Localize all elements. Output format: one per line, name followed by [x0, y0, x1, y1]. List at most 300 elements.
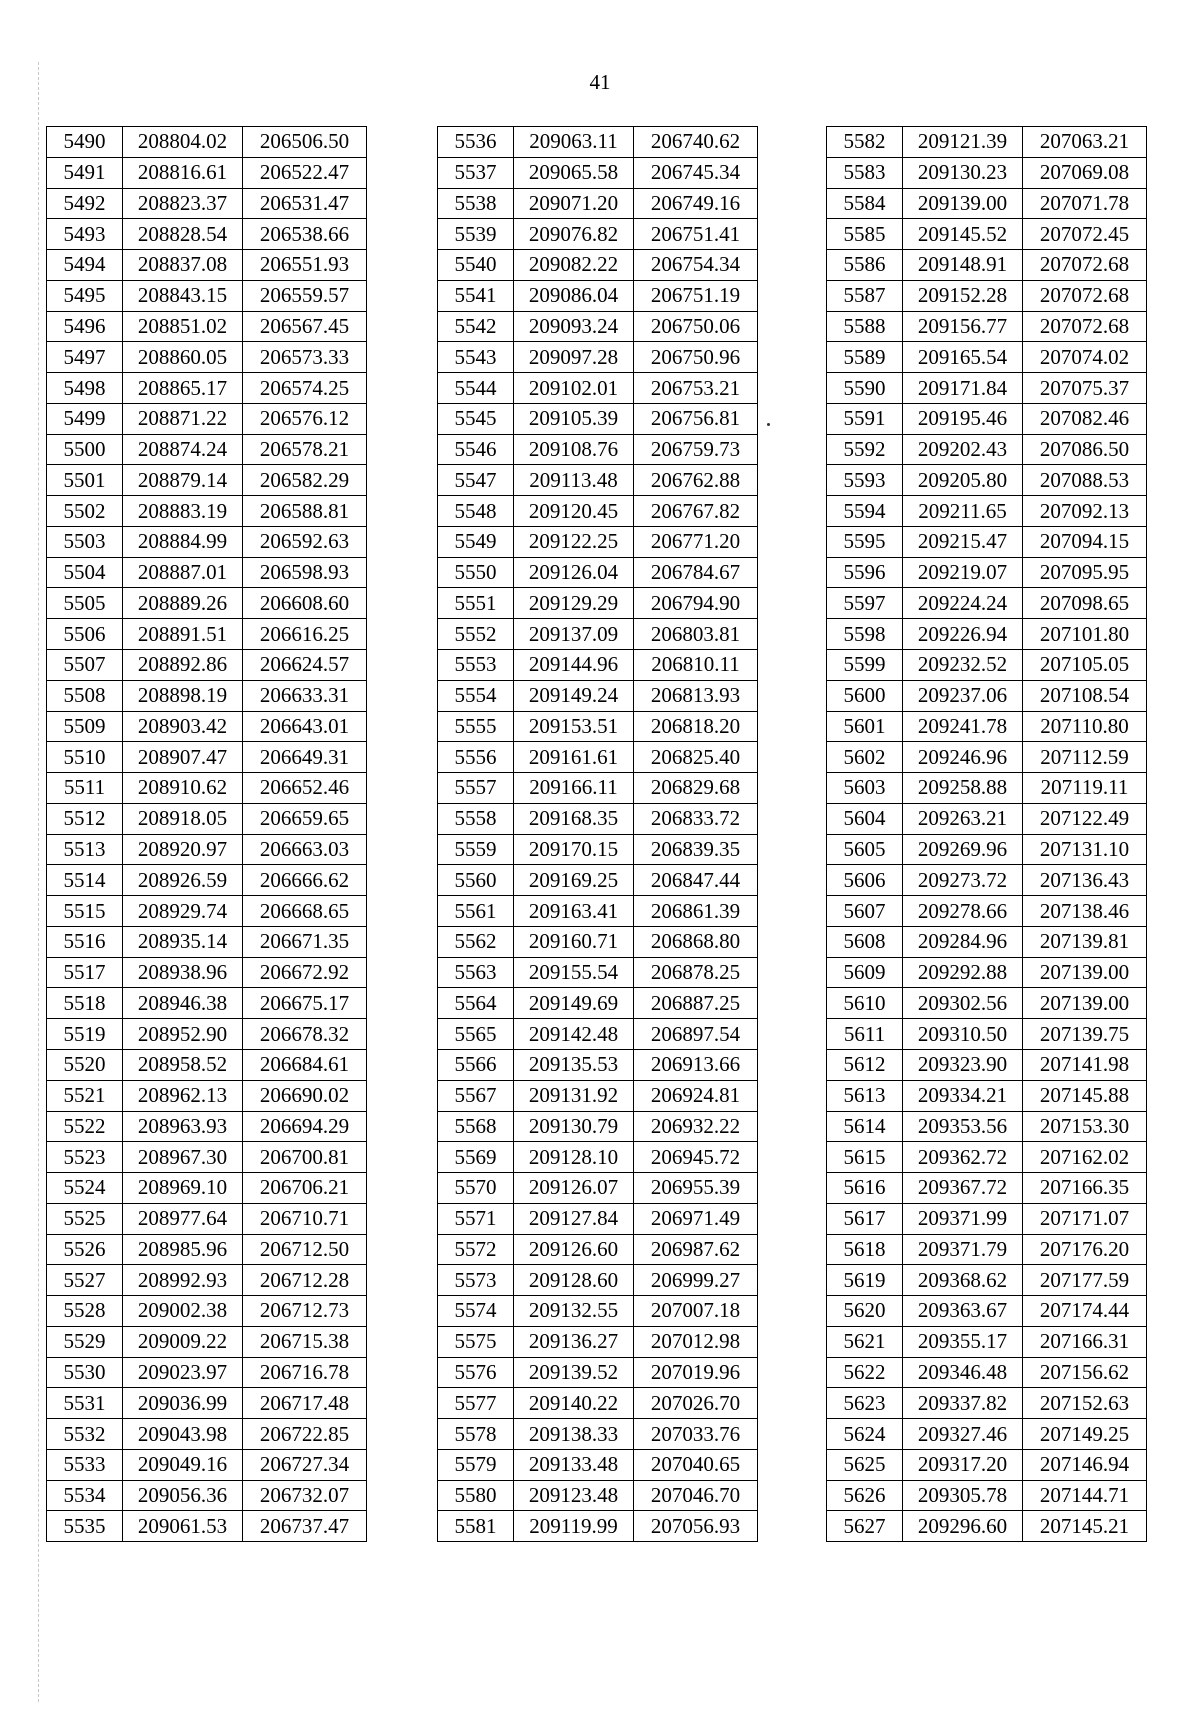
table-row: [827, 619, 1147, 650]
y-coordinate-cell: 207082.46: [1023, 403, 1147, 434]
table-row: [827, 1296, 1147, 1327]
table-row: [47, 188, 367, 219]
y-coordinate-cell: 206582.29: [243, 465, 367, 496]
point-id-cell: 5580: [438, 1480, 514, 1511]
x-coordinate-cell: 209241.78: [903, 711, 1023, 742]
x-coordinate-cell: 209023.97: [123, 1357, 243, 1388]
y-coordinate-cell: 206722.85: [243, 1419, 367, 1450]
table-row: [47, 650, 367, 681]
x-coordinate-cell: 208823.37: [123, 188, 243, 219]
point-id-cell: 5538: [438, 188, 514, 219]
table-row: [827, 896, 1147, 927]
table-row: [438, 1142, 758, 1173]
table-row: [438, 957, 758, 988]
x-coordinate-cell: 209305.78: [903, 1480, 1023, 1511]
x-coordinate-cell: 208891.51: [123, 619, 243, 650]
x-coordinate-cell: 209246.96: [903, 742, 1023, 773]
point-id-cell: 5586: [827, 250, 903, 281]
y-coordinate-cell: 206751.19: [634, 280, 758, 311]
x-coordinate-cell: 208816.61: [123, 157, 243, 188]
table-row: [438, 619, 758, 650]
point-id-cell: 5571: [438, 1203, 514, 1234]
table-row: [827, 988, 1147, 1019]
y-coordinate-cell: 206971.49: [634, 1203, 758, 1234]
y-coordinate-cell: 207072.45: [1023, 219, 1147, 250]
y-coordinate-cell: 207019.96: [634, 1357, 758, 1388]
point-id-cell: 5558: [438, 803, 514, 834]
table-row: [827, 1080, 1147, 1111]
y-coordinate-cell: 206754.34: [634, 250, 758, 281]
point-id-cell: 5556: [438, 742, 514, 773]
x-coordinate-cell: 208843.15: [123, 280, 243, 311]
y-coordinate-cell: 206767.82: [634, 496, 758, 527]
y-coordinate-cell: 206672.92: [243, 957, 367, 988]
point-id-cell: 5531: [47, 1388, 123, 1419]
point-id-cell: 5497: [47, 342, 123, 373]
point-id-cell: 5594: [827, 496, 903, 527]
y-coordinate-cell: 207026.70: [634, 1388, 758, 1419]
table-row: [47, 157, 367, 188]
y-coordinate-cell: 206756.81: [634, 403, 758, 434]
x-coordinate-cell: 209120.45: [514, 496, 634, 527]
point-id-cell: 5576: [438, 1357, 514, 1388]
y-coordinate-cell: 207141.98: [1023, 1049, 1147, 1080]
point-id-cell: 5565: [438, 1019, 514, 1050]
table-row: [438, 434, 758, 465]
y-coordinate-cell: 206678.32: [243, 1019, 367, 1050]
y-coordinate-cell: 207040.65: [634, 1449, 758, 1480]
point-id-cell: 5502: [47, 496, 123, 527]
table-row: [47, 680, 367, 711]
table-row: [47, 1080, 367, 1111]
x-coordinate-cell: 209153.51: [514, 711, 634, 742]
point-id-cell: 5493: [47, 219, 123, 250]
point-id-cell: 5601: [827, 711, 903, 742]
x-coordinate-cell: 209119.99: [514, 1511, 634, 1542]
point-id-cell: 5575: [438, 1326, 514, 1357]
x-coordinate-cell: 209317.20: [903, 1449, 1023, 1480]
table-row: [47, 1296, 367, 1327]
x-coordinate-cell: 209086.04: [514, 280, 634, 311]
point-id-cell: 5621: [827, 1326, 903, 1357]
table-row: [47, 1511, 367, 1542]
point-id-cell: 5595: [827, 526, 903, 557]
y-coordinate-cell: 206684.61: [243, 1049, 367, 1080]
x-coordinate-cell: 209211.65: [903, 496, 1023, 527]
y-coordinate-cell: 206668.65: [243, 896, 367, 927]
table-row: [438, 280, 758, 311]
point-id-cell: 5560: [438, 865, 514, 896]
table-row: [438, 557, 758, 588]
x-coordinate-cell: 209367.72: [903, 1173, 1023, 1204]
y-coordinate-cell: 206759.73: [634, 434, 758, 465]
table-row: [47, 988, 367, 1019]
y-coordinate-cell: 206659.65: [243, 803, 367, 834]
y-coordinate-cell: 207139.81: [1023, 926, 1147, 957]
table-row: [827, 373, 1147, 404]
x-coordinate-cell: 209152.28: [903, 280, 1023, 311]
point-id-cell: 5530: [47, 1357, 123, 1388]
y-coordinate-cell: 206506.50: [243, 127, 367, 158]
y-coordinate-cell: 206716.78: [243, 1357, 367, 1388]
point-id-cell: 5539: [438, 219, 514, 250]
point-id-cell: 5598: [827, 619, 903, 650]
point-id-cell: 5506: [47, 619, 123, 650]
x-coordinate-cell: 209056.36: [123, 1480, 243, 1511]
point-id-cell: 5515: [47, 896, 123, 927]
x-coordinate-cell: 209334.21: [903, 1080, 1023, 1111]
point-id-cell: 5566: [438, 1049, 514, 1080]
table-row: [438, 1480, 758, 1511]
x-coordinate-cell: 209237.06: [903, 680, 1023, 711]
table-row: [47, 957, 367, 988]
point-id-cell: 5496: [47, 311, 123, 342]
table-row: [47, 403, 367, 434]
table-row: [47, 526, 367, 557]
x-coordinate-cell: 209219.07: [903, 557, 1023, 588]
y-coordinate-cell: 207136.43: [1023, 865, 1147, 896]
y-coordinate-cell: 206576.12: [243, 403, 367, 434]
point-id-cell: 5624: [827, 1419, 903, 1450]
y-coordinate-cell: 206750.96: [634, 342, 758, 373]
point-id-cell: 5625: [827, 1449, 903, 1480]
point-id-cell: 5546: [438, 434, 514, 465]
table-row: [47, 619, 367, 650]
point-id-cell: 5592: [827, 434, 903, 465]
table-row: [47, 465, 367, 496]
table-row: [827, 1326, 1147, 1357]
y-coordinate-cell: 207139.00: [1023, 988, 1147, 1019]
x-coordinate-cell: 209327.46: [903, 1419, 1023, 1450]
table-row: [827, 1265, 1147, 1296]
y-coordinate-cell: 206538.66: [243, 219, 367, 250]
y-coordinate-cell: 206727.34: [243, 1449, 367, 1480]
y-coordinate-cell: 206633.31: [243, 680, 367, 711]
x-coordinate-cell: 209135.53: [514, 1049, 634, 1080]
table-row: [47, 1019, 367, 1050]
table-row: [438, 219, 758, 250]
y-coordinate-cell: 206712.50: [243, 1234, 367, 1265]
table-row: [438, 711, 758, 742]
x-coordinate-cell: 209137.09: [514, 619, 634, 650]
table-row: [47, 1480, 367, 1511]
x-coordinate-cell: 209156.77: [903, 311, 1023, 342]
y-coordinate-cell: 206753.21: [634, 373, 758, 404]
x-coordinate-cell: 208851.02: [123, 311, 243, 342]
x-coordinate-cell: 209063.11: [514, 127, 634, 158]
table-row: [47, 250, 367, 281]
x-coordinate-cell: 209166.11: [514, 773, 634, 804]
table-row: [47, 1357, 367, 1388]
table-row: [827, 1142, 1147, 1173]
y-coordinate-cell: 206712.28: [243, 1265, 367, 1296]
x-coordinate-cell: 209148.91: [903, 250, 1023, 281]
y-coordinate-cell: 206987.62: [634, 1234, 758, 1265]
point-id-cell: 5537: [438, 157, 514, 188]
x-coordinate-cell: 209097.28: [514, 342, 634, 373]
x-coordinate-cell: 209263.21: [903, 803, 1023, 834]
table-row: [47, 1173, 367, 1204]
table-row: [827, 1357, 1147, 1388]
x-coordinate-cell: 208938.96: [123, 957, 243, 988]
y-coordinate-cell: 206999.27: [634, 1265, 758, 1296]
y-coordinate-cell: 207046.70: [634, 1480, 758, 1511]
point-id-cell: 5567: [438, 1080, 514, 1111]
x-coordinate-cell: 209121.39: [903, 127, 1023, 158]
point-id-cell: 5602: [827, 742, 903, 773]
x-coordinate-cell: 209284.96: [903, 926, 1023, 957]
table-row: [47, 1419, 367, 1450]
y-coordinate-cell: 206751.41: [634, 219, 758, 250]
y-coordinate-cell: 206771.20: [634, 526, 758, 557]
table-row: [47, 926, 367, 957]
table-row: [47, 1203, 367, 1234]
x-coordinate-cell: 208958.52: [123, 1049, 243, 1080]
x-coordinate-cell: 209362.72: [903, 1142, 1023, 1173]
point-id-cell: 5557: [438, 773, 514, 804]
x-coordinate-cell: 209224.24: [903, 588, 1023, 619]
table-row: [438, 680, 758, 711]
x-coordinate-cell: 208992.93: [123, 1265, 243, 1296]
x-coordinate-cell: 208952.90: [123, 1019, 243, 1050]
table-row: [438, 865, 758, 896]
table-row: [827, 1111, 1147, 1142]
point-id-cell: 5491: [47, 157, 123, 188]
table-row: [438, 1203, 758, 1234]
x-coordinate-cell: 209129.29: [514, 588, 634, 619]
table-row: [47, 1265, 367, 1296]
point-id-cell: 5555: [438, 711, 514, 742]
table-row: [47, 1049, 367, 1080]
point-id-cell: 5507: [47, 650, 123, 681]
y-coordinate-cell: 206598.93: [243, 557, 367, 588]
x-coordinate-cell: 209371.99: [903, 1203, 1023, 1234]
y-coordinate-cell: 206813.93: [634, 680, 758, 711]
x-coordinate-cell: 208918.05: [123, 803, 243, 834]
table-row: [438, 373, 758, 404]
x-coordinate-cell: 209323.90: [903, 1049, 1023, 1080]
y-coordinate-cell: 206574.25: [243, 373, 367, 404]
x-coordinate-cell: 208804.02: [123, 127, 243, 158]
table-row: [438, 526, 758, 557]
y-coordinate-cell: 207098.65: [1023, 588, 1147, 619]
point-id-cell: 5500: [47, 434, 123, 465]
y-coordinate-cell: 206608.60: [243, 588, 367, 619]
x-coordinate-cell: 208865.17: [123, 373, 243, 404]
table-row: [438, 250, 758, 281]
y-coordinate-cell: 207108.54: [1023, 680, 1147, 711]
y-coordinate-cell: 206531.47: [243, 188, 367, 219]
point-id-cell: 5554: [438, 680, 514, 711]
point-id-cell: 5524: [47, 1173, 123, 1204]
y-coordinate-cell: 207177.59: [1023, 1265, 1147, 1296]
x-coordinate-cell: 209071.20: [514, 188, 634, 219]
y-coordinate-cell: 207071.78: [1023, 188, 1147, 219]
point-id-cell: 5611: [827, 1019, 903, 1050]
y-coordinate-cell: 207075.37: [1023, 373, 1147, 404]
point-id-cell: 5582: [827, 127, 903, 158]
coordinate-table-2: [437, 126, 758, 1542]
y-coordinate-cell: 207088.53: [1023, 465, 1147, 496]
y-coordinate-cell: 206706.21: [243, 1173, 367, 1204]
point-id-cell: 5606: [827, 865, 903, 896]
x-coordinate-cell: 208887.01: [123, 557, 243, 588]
x-coordinate-cell: 209149.69: [514, 988, 634, 1019]
y-coordinate-cell: 207149.25: [1023, 1419, 1147, 1450]
binding-margin-line: [38, 62, 39, 1702]
y-coordinate-cell: 207072.68: [1023, 311, 1147, 342]
y-coordinate-cell: 207145.88: [1023, 1080, 1147, 1111]
y-coordinate-cell: 206897.54: [634, 1019, 758, 1050]
point-id-cell: 5551: [438, 588, 514, 619]
x-coordinate-cell: 209113.48: [514, 465, 634, 496]
y-coordinate-cell: 206810.11: [634, 650, 758, 681]
table-row: [827, 157, 1147, 188]
point-id-cell: 5574: [438, 1296, 514, 1327]
x-coordinate-cell: 209202.43: [903, 434, 1023, 465]
point-id-cell: 5514: [47, 865, 123, 896]
point-id-cell: 5529: [47, 1326, 123, 1357]
table-row: [47, 127, 367, 158]
point-id-cell: 5499: [47, 403, 123, 434]
table-row: [47, 1388, 367, 1419]
point-id-cell: 5600: [827, 680, 903, 711]
y-coordinate-cell: 207131.10: [1023, 834, 1147, 865]
x-coordinate-cell: 208860.05: [123, 342, 243, 373]
table-row: [827, 865, 1147, 896]
point-id-cell: 5495: [47, 280, 123, 311]
y-coordinate-cell: 206649.31: [243, 742, 367, 773]
x-coordinate-cell: 209138.33: [514, 1419, 634, 1450]
x-coordinate-cell: 208920.97: [123, 834, 243, 865]
point-id-cell: 5525: [47, 1203, 123, 1234]
x-coordinate-cell: 209131.92: [514, 1080, 634, 1111]
table-row: [438, 1234, 758, 1265]
x-coordinate-cell: 209130.23: [903, 157, 1023, 188]
table-row: [438, 650, 758, 681]
y-coordinate-cell: 207069.08: [1023, 157, 1147, 188]
y-coordinate-cell: 207072.68: [1023, 250, 1147, 281]
table-row: [827, 557, 1147, 588]
table-row: [438, 403, 758, 434]
y-coordinate-cell: 207166.35: [1023, 1173, 1147, 1204]
point-id-cell: 5609: [827, 957, 903, 988]
y-coordinate-cell: 207139.75: [1023, 1019, 1147, 1050]
table-row: [47, 434, 367, 465]
point-id-cell: 5504: [47, 557, 123, 588]
y-coordinate-cell: 207152.63: [1023, 1388, 1147, 1419]
x-coordinate-cell: 209368.62: [903, 1265, 1023, 1296]
table-row: [47, 742, 367, 773]
point-id-cell: 5544: [438, 373, 514, 404]
x-coordinate-cell: 209232.52: [903, 650, 1023, 681]
x-coordinate-cell: 209093.24: [514, 311, 634, 342]
x-coordinate-cell: 209126.60: [514, 1234, 634, 1265]
x-coordinate-cell: 209136.27: [514, 1326, 634, 1357]
point-id-cell: 5490: [47, 127, 123, 158]
table-row: [438, 157, 758, 188]
x-coordinate-cell: 208926.59: [123, 865, 243, 896]
table-row: [47, 496, 367, 527]
point-id-cell: 5522: [47, 1111, 123, 1142]
x-coordinate-cell: 209302.56: [903, 988, 1023, 1019]
point-id-cell: 5568: [438, 1111, 514, 1142]
table-row: [438, 1357, 758, 1388]
x-coordinate-cell: 208871.22: [123, 403, 243, 434]
y-coordinate-cell: 206924.81: [634, 1080, 758, 1111]
y-coordinate-cell: 206559.57: [243, 280, 367, 311]
point-id-cell: 5523: [47, 1142, 123, 1173]
y-coordinate-cell: 206652.46: [243, 773, 367, 804]
point-id-cell: 5620: [827, 1296, 903, 1327]
table-row: [827, 834, 1147, 865]
y-coordinate-cell: 207144.71: [1023, 1480, 1147, 1511]
x-coordinate-cell: 209126.04: [514, 557, 634, 588]
x-coordinate-cell: 209292.88: [903, 957, 1023, 988]
table-row: [47, 711, 367, 742]
table-row: [438, 834, 758, 865]
y-coordinate-cell: 207119.11: [1023, 773, 1147, 804]
table-row: [438, 803, 758, 834]
point-id-cell: 5570: [438, 1173, 514, 1204]
y-coordinate-cell: 206833.72: [634, 803, 758, 834]
point-id-cell: 5569: [438, 1142, 514, 1173]
point-id-cell: 5564: [438, 988, 514, 1019]
x-coordinate-cell: 209149.24: [514, 680, 634, 711]
x-coordinate-cell: 209142.48: [514, 1019, 634, 1050]
point-id-cell: 5605: [827, 834, 903, 865]
point-id-cell: 5559: [438, 834, 514, 865]
x-coordinate-cell: 209355.17: [903, 1326, 1023, 1357]
x-coordinate-cell: 209145.52: [903, 219, 1023, 250]
point-id-cell: 5577: [438, 1388, 514, 1419]
x-coordinate-cell: 209002.38: [123, 1296, 243, 1327]
y-coordinate-cell: 207176.20: [1023, 1234, 1147, 1265]
x-coordinate-cell: 208884.99: [123, 526, 243, 557]
y-coordinate-cell: 206616.25: [243, 619, 367, 650]
x-coordinate-cell: 209155.54: [514, 957, 634, 988]
y-coordinate-cell: 206712.73: [243, 1296, 367, 1327]
point-id-cell: 5494: [47, 250, 123, 281]
point-id-cell: 5548: [438, 496, 514, 527]
point-id-cell: 5545: [438, 403, 514, 434]
x-coordinate-cell: 209126.07: [514, 1173, 634, 1204]
x-coordinate-cell: 209123.48: [514, 1480, 634, 1511]
table-row: [827, 1019, 1147, 1050]
table-row: [827, 526, 1147, 557]
x-coordinate-cell: 209310.50: [903, 1019, 1023, 1050]
x-coordinate-cell: 209128.60: [514, 1265, 634, 1296]
y-coordinate-cell: 207033.76: [634, 1419, 758, 1450]
point-id-cell: 5501: [47, 465, 123, 496]
y-coordinate-cell: 206818.20: [634, 711, 758, 742]
table-row: [438, 1265, 758, 1296]
table-row: [438, 742, 758, 773]
table-row: [827, 926, 1147, 957]
x-coordinate-cell: 208898.19: [123, 680, 243, 711]
y-coordinate-cell: 207112.59: [1023, 742, 1147, 773]
y-coordinate-cell: 206825.40: [634, 742, 758, 773]
table-row: [827, 1203, 1147, 1234]
point-id-cell: 5610: [827, 988, 903, 1019]
x-coordinate-cell: 209278.66: [903, 896, 1023, 927]
table-row: [47, 1326, 367, 1357]
table-row: [827, 465, 1147, 496]
x-coordinate-cell: 209353.56: [903, 1111, 1023, 1142]
point-id-cell: 5615: [827, 1142, 903, 1173]
y-coordinate-cell: 206567.45: [243, 311, 367, 342]
point-id-cell: 5612: [827, 1049, 903, 1080]
